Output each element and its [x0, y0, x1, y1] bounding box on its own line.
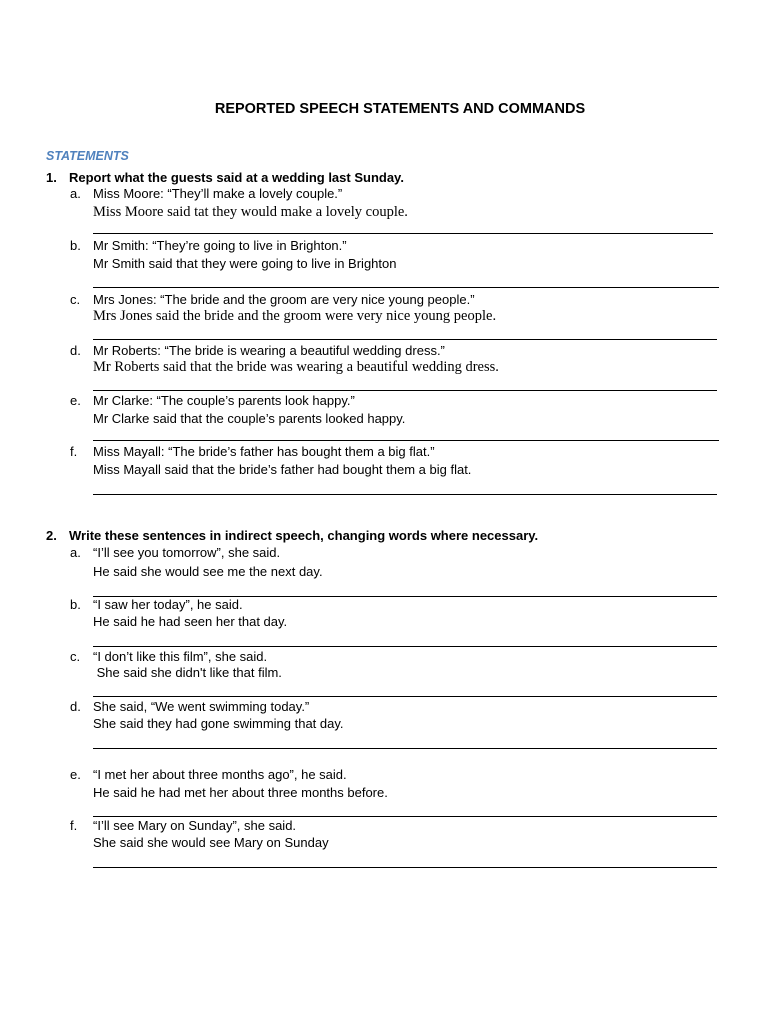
- item-answer: She said she didn't like that film.: [93, 665, 282, 680]
- item-letter: b.: [70, 597, 81, 612]
- item-answer: Miss Mayall said that the bride’s father had bought them a big flat.: [93, 462, 472, 477]
- item-answer: Miss Moore said tat they would make a lovely couple.: [93, 204, 408, 220]
- item-answer: Mr Clarke said that the couple’s parents looked happy.: [93, 411, 406, 426]
- question-1-text: Report what the guests said at a wedding last Sunday.: [69, 170, 404, 185]
- item-prompt: “I saw her today”, he said.: [93, 597, 243, 612]
- question-1-number: 1.: [46, 170, 57, 185]
- item-prompt: Miss Moore: “They’ll make a lovely couple.”: [93, 186, 343, 201]
- item-prompt: Mr Roberts: “The bride is wearing a beautiful wedding dress.”: [93, 343, 445, 358]
- item-letter: f.: [70, 444, 78, 459]
- answer-line: [93, 233, 713, 234]
- item-prompt: “I’ll see Mary on Sunday”, she said.: [93, 818, 297, 833]
- item-prompt: “I met her about three months ago”, he said.: [93, 767, 347, 782]
- item-prompt: “I’ll see you tomorrow”, she said.: [93, 545, 281, 560]
- answer-line: [93, 816, 717, 817]
- item-letter: b.: [70, 238, 81, 253]
- item-letter: e.: [70, 393, 81, 408]
- item-answer: He said he had met her about three months before.: [93, 785, 388, 800]
- item-letter: d.: [70, 343, 81, 358]
- item-letter: c.: [70, 649, 81, 664]
- item-prompt: Miss Mayall: “The bride’s father has bought them a big flat.”: [93, 444, 435, 459]
- answer-line: [93, 494, 717, 495]
- item-prompt: Mrs Jones: “The bride and the groom are very nice young people.”: [93, 292, 475, 307]
- item-letter: e.: [70, 767, 81, 782]
- answer-line: [93, 646, 717, 647]
- item-prompt: Mr Smith: “They’re going to live in Brighton.”: [93, 238, 347, 253]
- item-letter: f.: [70, 818, 78, 833]
- item-answer: She said she would see Mary on Sunday: [93, 835, 329, 850]
- answer-line: [93, 748, 717, 749]
- item-answer: Mr Roberts said that the bride was wearing a beautiful wedding dress.: [93, 359, 499, 375]
- question-2-number: 2.: [46, 528, 57, 543]
- answer-line: [93, 390, 717, 391]
- answer-line: [93, 696, 717, 697]
- item-answer: She said they had gone swimming that day.: [93, 716, 344, 731]
- section-label: STATEMENTS: [46, 149, 129, 163]
- item-letter: a.: [70, 545, 81, 560]
- answer-line: [93, 867, 717, 868]
- item-prompt: She said, “We went swimming today.”: [93, 699, 310, 714]
- item-answer: Mr Smith said that they were going to live in Brighton: [93, 256, 397, 271]
- item-answer: Mrs Jones said the bride and the groom were very nice young people.: [93, 308, 497, 324]
- answer-line: [93, 339, 717, 340]
- answer-line: [93, 440, 719, 441]
- answer-line: [93, 287, 719, 288]
- item-letter: d.: [70, 699, 81, 714]
- item-prompt: Mr Clarke: “The couple’s parents look happy.”: [93, 393, 355, 408]
- item-answer: He said he had seen her that day.: [93, 614, 288, 629]
- item-answer: He said she would see me the next day.: [93, 564, 323, 579]
- page-title: REPORTED SPEECH STATEMENTS AND COMMANDS: [214, 101, 586, 117]
- item-letter: c.: [70, 292, 81, 307]
- question-2-text: Write these sentences in indirect speech, changing words where necessary.: [69, 528, 539, 543]
- item-prompt: “I don’t like this film”, she said.: [93, 649, 268, 664]
- item-letter: a.: [70, 186, 81, 201]
